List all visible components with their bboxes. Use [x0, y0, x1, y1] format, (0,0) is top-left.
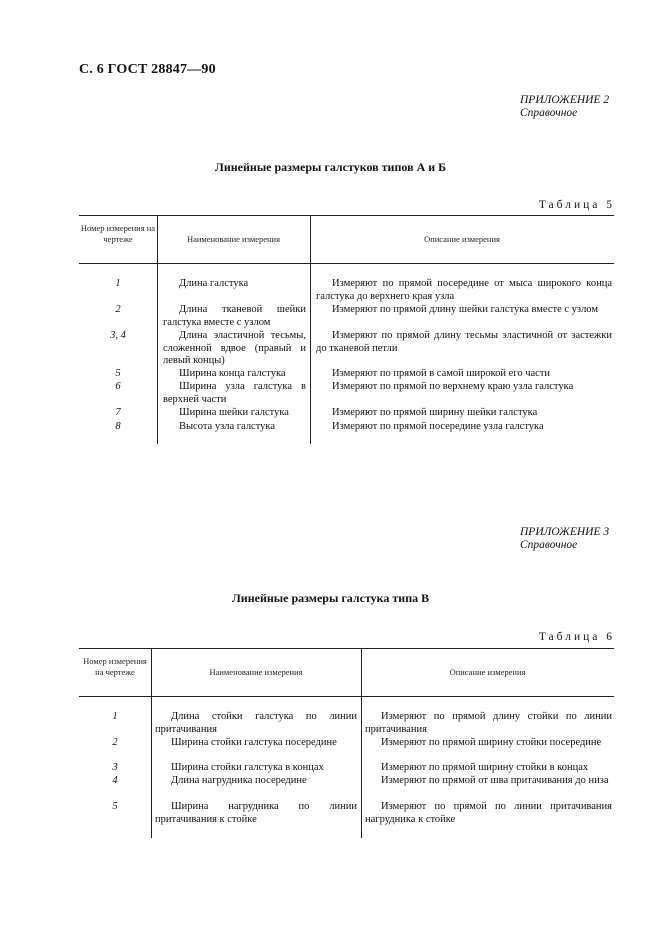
table-6-row-1-desc: Измеряют по прямой длину стойки по линии притачивания [365, 711, 612, 735]
table-5-row-6-name: Ширина шейки галстука [179, 407, 289, 418]
table-5-header-desc: Описание измерения [424, 234, 500, 244]
table-5-row-5-desc: Измеряют по прямой по верхнему краю узла галстука [332, 381, 574, 392]
table-6-row-5-name: Ширина нагрудника по линии притачивания к стойке [155, 801, 357, 825]
table-5-row-1-name: Длина галстука [179, 278, 249, 289]
table-5-row-3-desc: Измеряют по прямой длину тесьмы эластичной от застежки до тканевой петли [316, 330, 612, 354]
table-6-header-rule [79, 696, 614, 697]
table-6-row-2-name: Ширина стойки галстука посередине [171, 737, 337, 748]
table-6-row-2-num: 2 [112, 737, 118, 748]
table-6-row-4-desc: Измеряют по прямой от шва притачивания до низа [381, 775, 609, 786]
table-5-row-6-desc: Измеряют по прямой ширину шейки галстука [332, 407, 538, 418]
table-5-row-4-name: Ширина конца галстука [179, 368, 286, 379]
table-6-row-2-desc: Измеряют по прямой ширину стойки посередине [381, 737, 602, 748]
table-6-row-3-name: Ширина стойки галстука в концах [171, 762, 324, 773]
table-5-row-1-desc: Измеряют по прямой посередине от мыса широкого конца галстука до верхнего края узла [316, 278, 612, 302]
table-5-header-num: Номер измерения на чертеже [80, 223, 156, 244]
appendix-3-subtitle: Справочное [520, 539, 578, 551]
table-5-row-7-name: Высота узла галстука [179, 421, 276, 432]
table-6-header-num: Номер измерения на чертеже [83, 656, 147, 677]
appendix-2-title: ПРИЛОЖЕНИЕ 2 [520, 94, 610, 106]
section-1-title: Линейные размеры галстуков типов А и Б [214, 160, 447, 174]
appendix-2-subtitle: Справочное [520, 107, 578, 119]
section-2-title: Линейные размеры галстука типа В [231, 591, 430, 605]
table-5-row-1-num: 1 [115, 278, 121, 289]
table-6-row-3-desc: Измеряют по прямой ширину стойки в концах [381, 762, 589, 773]
table-6-row-5-num: 5 [112, 801, 118, 812]
table-6-row-4-name: Длина нагрудника посередине [171, 775, 307, 786]
table-6-top-rule [79, 648, 614, 649]
table-6-row-1-num: 1 [112, 711, 118, 722]
table-6-row-4-num: 4 [112, 775, 118, 786]
appendix-3-title: ПРИЛОЖЕНИЕ 3 [520, 526, 610, 538]
table-6-row-1-name: Длина стойки галстука по линии притачивания [155, 711, 357, 735]
table-5-row-3-name: Длина эластичной тесьмы, сложенной вдвое (правый и левый концы) [163, 330, 306, 366]
table-5-row-7-desc: Измеряют по прямой посередине узла галстука [332, 421, 544, 432]
table-5-top-rule [79, 215, 614, 216]
table-5-row-5-name: Ширина узла галстука в верхней части [163, 381, 306, 405]
table-5-header-name: Наименование измерения [186, 234, 281, 244]
table-6-header-name: Наименование измерения [209, 667, 303, 677]
table-5-row-7-num: 8 [115, 421, 121, 432]
table-6-row-3-num: 3 [112, 762, 118, 773]
table-5-row-4-desc: Измеряют по прямой в самой широкой его части [332, 368, 551, 379]
table-6-header-desc: Описание измерения [449, 667, 526, 677]
table-5-row-2-desc: Измеряют по прямой длину шейки галстука вместе с узлом [332, 304, 599, 315]
page-header: С. 6 ГОСТ 28847—90 [79, 62, 216, 77]
table-5-row-4-num: 5 [115, 368, 121, 379]
table-6-label: Таблица 6 [538, 631, 615, 643]
table-5-row-6-num: 7 [115, 407, 121, 418]
table-5-row-5-num: 6 [115, 381, 121, 392]
table-5-row-2-num: 2 [115, 304, 121, 315]
table-5-row-3-num: 3, 4 [110, 330, 126, 341]
table-6-row-5-desc: Измеряют по прямой по линии притачивания нагрудника к стойке [365, 801, 612, 825]
table-5-col-divider-1 [157, 215, 158, 444]
table-5-label: Таблица 5 [538, 199, 615, 211]
table-5-row-2-name: Длина тканевой шейки галстука вместе с узлом [163, 304, 306, 328]
table-5-col-divider-2 [310, 215, 311, 444]
table-5-header-rule [79, 263, 614, 264]
